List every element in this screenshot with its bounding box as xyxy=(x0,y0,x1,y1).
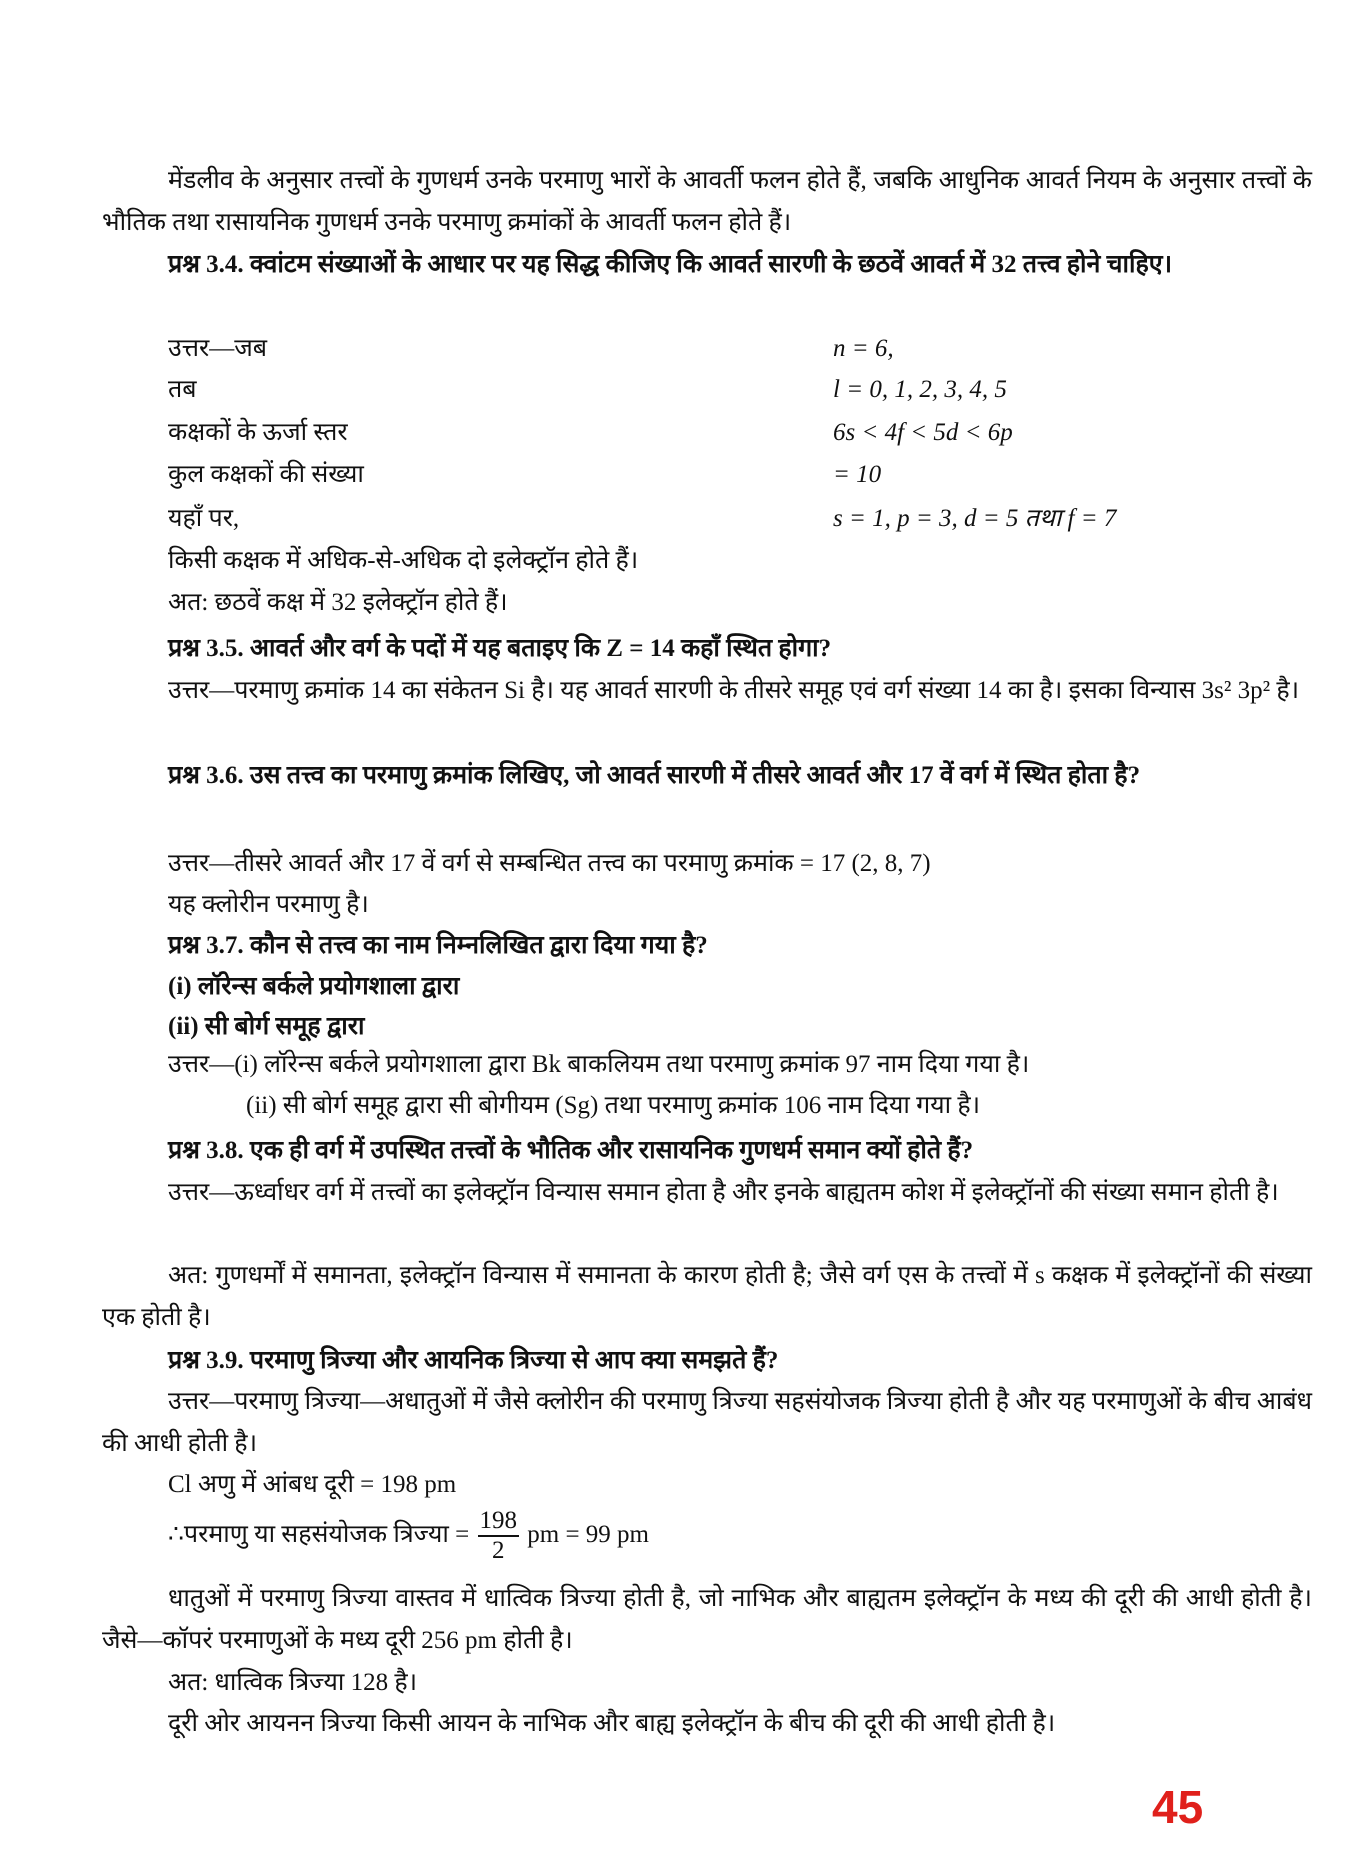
answer-line: उत्तर—(i) लॉरेन्स बर्कले प्रयोगशाला द्वारा Bk बाकलियम तथा परमाणु क्रमांक 97 नाम दिया गया है। xyxy=(168,1051,1030,1078)
row-label: कुल कक्षकों की संख्या xyxy=(168,461,364,488)
row-label: कक्षकों के ऊर्जा स्तर xyxy=(168,419,348,446)
question-3-7: प्रश्न 3.7. कौन से तत्त्व का नाम निम्नलिखित द्वारा दिया गया है? xyxy=(168,932,708,959)
answer-3-9-paragraph: उत्तर—परमाणु त्रिज्या—अधातुओं में जैसे क्लोरीन की परमाणु त्रिज्या सहसंयोजक त्रिज्या होती है और यह परमाणुओं के बीच आबंध की आधी होती है। xyxy=(102,1388,1312,1457)
answer-3-9-paragraph: धातुओं में परमाणु त्रिज्या वास्तव में धात्विक त्रिज्या होती है, जो नाभिक और बाह्यतम इलेक्ट्रॉन के मध्य की दूरी की आधी होती है। जैसे—कॉपरं परमाणुओं के मध्य दूरी 256 pm होती है। xyxy=(102,1585,1312,1654)
answer-3-8-paragraph: उत्तर—ऊर्ध्वाधर वर्ग में तत्त्वों का इलेक्ट्रॉन विन्यास समान होता है और इनके बाह्यतम कोश में इलेक्ट्रॉनों की संख्या समान होती है। xyxy=(168,1179,1279,1206)
answer-row xyxy=(168,328,1312,370)
answer-line: (ii) सी बोर्ग समूह द्वारा सी बोगीयम (Sg) तथा परमाणु क्रमांक 106 नाम दिया गया है। xyxy=(246,1092,981,1119)
page-number: 45 xyxy=(1152,1781,1204,1833)
row-label: यहाँ पर, xyxy=(168,505,240,532)
radius-equation xyxy=(168,1505,1312,1565)
equation-suffix: pm = 99 pm xyxy=(527,1521,650,1548)
row-label: उत्तर—जब xyxy=(168,335,268,362)
question-3-7-part-i: (i) लॉरेन्स बर्कले प्रयोगशाला द्वारा xyxy=(168,973,460,1000)
row-value: 6s < 4f < 5d < 6p xyxy=(833,419,1013,446)
answer-line: किसी कक्षक में अधिक-से-अधिक दो इलेक्ट्रॉन होते हैं। xyxy=(168,547,639,574)
row-label: तब xyxy=(168,376,197,403)
answer-line: यह क्लोरीन परमाणु है। xyxy=(168,891,369,918)
row-value: l = 0, 1, 2, 3, 4, 5 xyxy=(833,376,1007,403)
intro-paragraph: मेंडलीव के अनुसार तत्त्वों के गुणधर्म उनके परमाणु भारों के आवर्ती फलन होते हैं, जबकि आधुनिक आवर्त नियम के अनुसार तत्त्वों के भौतिक तथा रासायनिक गुणधर्म उनके परमाणु क्रमांकों के आवर्ती फलन होते हैं। xyxy=(102,167,1312,236)
question-3-8: प्रश्न 3.8. एक ही वर्ग में उपस्थित तत्त्वों के भौतिक और रासायनिक गुणधर्म समान क्यों होते हैं? xyxy=(168,1137,974,1164)
question-3-7-part-ii: (ii) सी बोर्ग समूह द्वारा xyxy=(168,1013,365,1040)
question-3-4: प्रश्न 3.4. क्वांटम संख्याओं के आधार पर यह सिद्ध कीजिए कि आवर्त सारणी के छठवें आवर्त में 32 तत्त्व होने चाहिए। xyxy=(168,251,1173,278)
answer-3-5: उत्तर—परमाणु क्रमांक 14 का संकेतन Si है। यह आवर्त सारणी के तीसरे समूह एवं वर्ग संख्या 14 का है। इसका विन्यास 3s² 3p² है। xyxy=(168,677,1300,704)
question-3-6: प्रश्न 3.6. उस तत्त्व का परमाणु क्रमांक लिखिए, जो आवर्त सारणी में तीसरे आवर्त और 17 वें वर्ग में स्थित होता है? xyxy=(168,762,1141,789)
answer-row xyxy=(168,412,1312,454)
answer-row xyxy=(168,454,1312,496)
row-value: n = 6, xyxy=(833,335,894,362)
denominator: 2 xyxy=(492,1537,505,1565)
equation-prefix: ∴परमाणु या सहसंयोजक त्रिज्या = xyxy=(168,1521,470,1548)
fraction xyxy=(478,1507,520,1565)
answer-line: दूरी ओर आयनन त्रिज्या किसी आयन के नाभिक और बाह्य इलेक्ट्रॉन के बीच की दूरी की आधी होती है। xyxy=(168,1710,1056,1737)
answer-line: अत: धात्विक त्रिज्या 128 है। xyxy=(168,1669,418,1696)
question-3-9: प्रश्न 3.9. परमाणु त्रिज्या और आयनिक त्रिज्या से आप क्या समझते हैं? xyxy=(168,1347,779,1374)
row-value: = 10 xyxy=(833,461,882,488)
answer-line: उत्तर—तीसरे आवर्त और 17 वें वर्ग से सम्बन्धित तत्त्व का परमाणु क्रमांक = 17 (2, 8, 7) xyxy=(168,850,931,877)
answer-line: अत: छठवें कक्ष में 32 इलेक्ट्रॉन होते हैं। xyxy=(168,589,508,616)
row-value: s = 1, p = 3, d = 5 तथा f = 7 xyxy=(833,505,1117,532)
answer-row xyxy=(168,498,1312,540)
answer-row xyxy=(168,369,1312,411)
numerator: 198 xyxy=(478,1507,520,1537)
answer-line: Cl अणु में आंबध दूरी = 198 pm xyxy=(168,1471,457,1498)
answer-3-8-paragraph: अत: गुणधर्मों में समानता, इलेक्ट्रॉन विन्यास में समानता के कारण होती है; जैसे वर्ग एस के तत्त्वों में s कक्षक में इलेक्ट्रॉनों की संख्या एक होती है। xyxy=(102,1262,1312,1331)
question-3-5: प्रश्न 3.5. आवर्त और वर्ग के पदों में यह बताइए कि Z = 14 कहाँ स्थित होगा? xyxy=(168,635,832,662)
